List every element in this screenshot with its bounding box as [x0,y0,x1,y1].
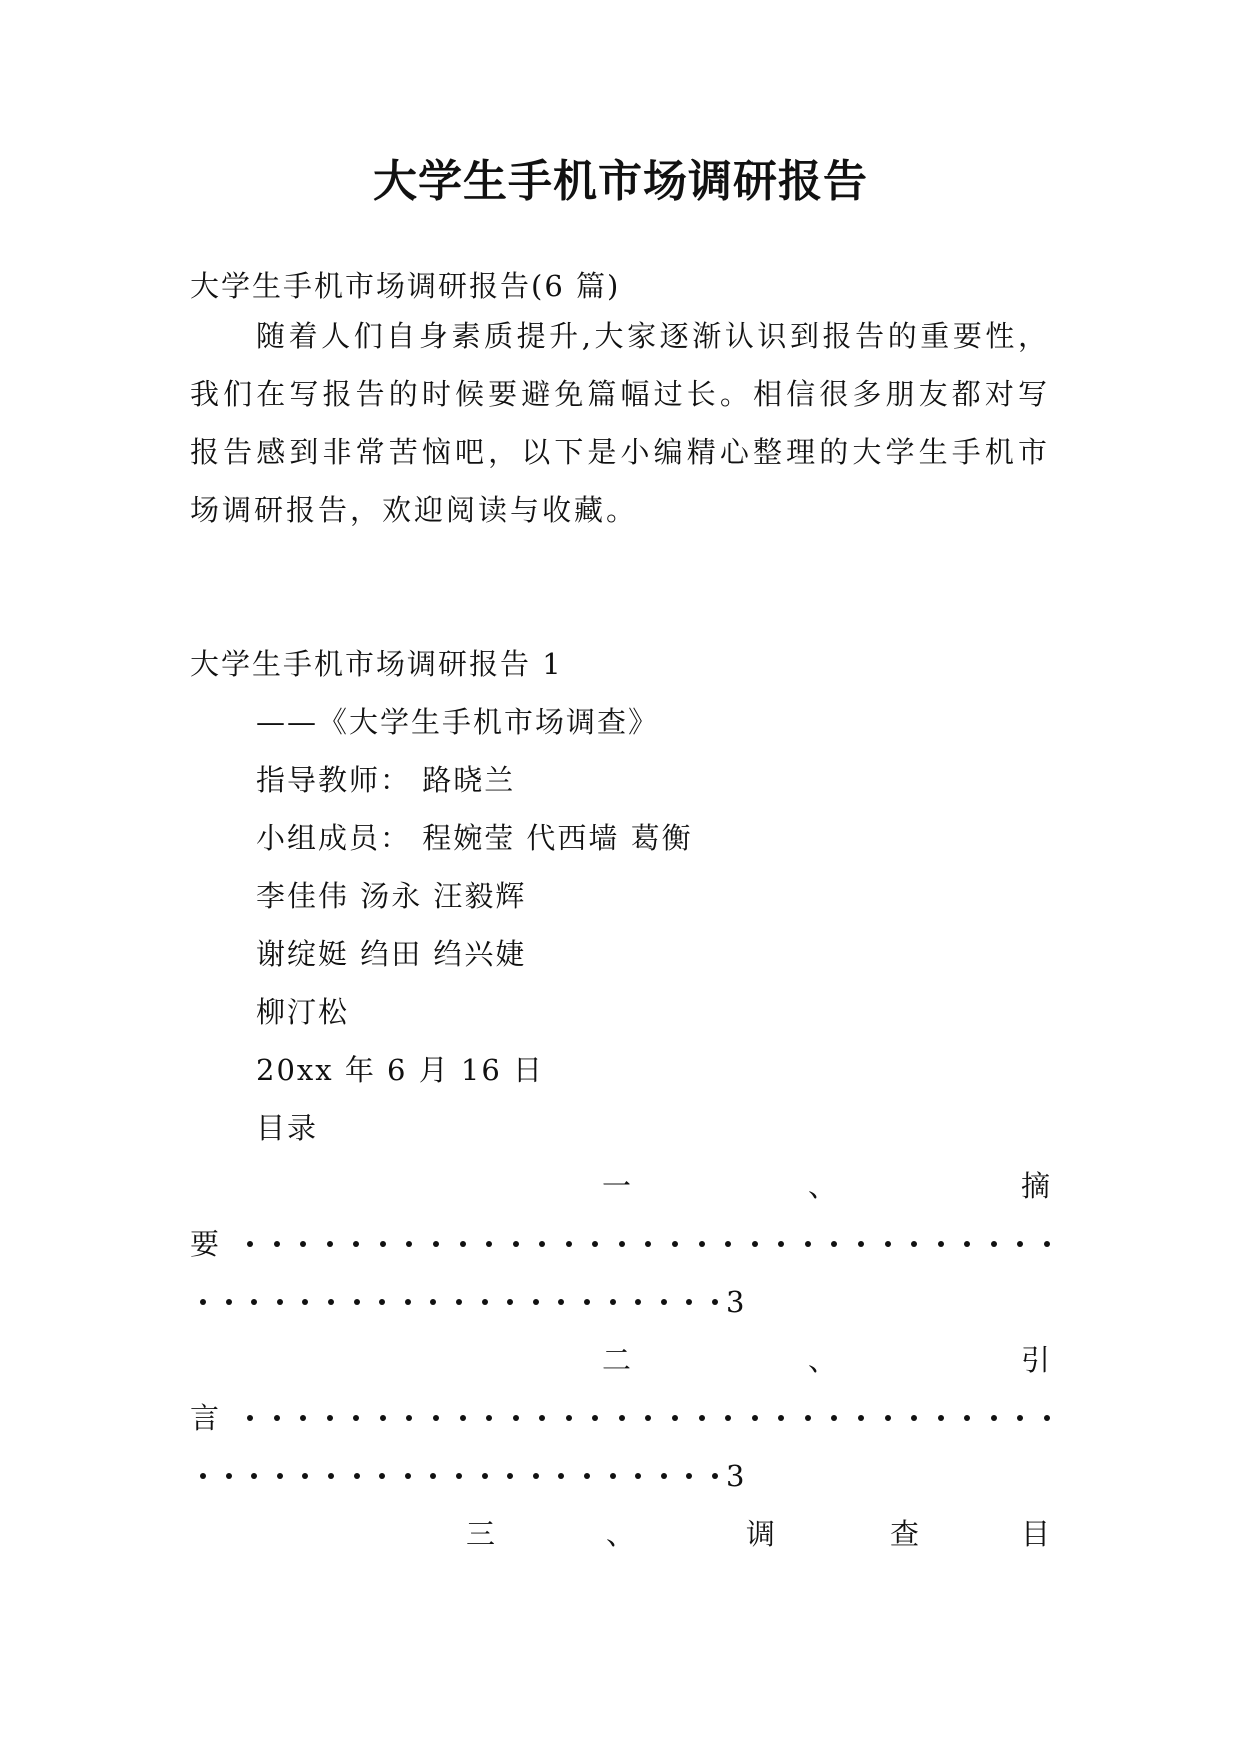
leader-dot [712,1473,718,1479]
leader-dot [672,1241,678,1247]
members-line-1: 小组成员： 程婉莹 代西墙 葛衡 [256,821,693,855]
leader-dot [405,1473,411,1479]
advisor-line: 指导教师： 路晓兰 [256,763,516,797]
toc-entry-char-3: 目 [1020,1517,1050,1551]
leader-dot [725,1415,731,1421]
toc-entry-num: 一 [602,1169,632,1203]
leader-dot [507,1299,513,1305]
leader-dot [353,1415,359,1421]
report-date: 20xx 年 6 月 16 日 [256,1053,545,1087]
report-title: ——《大学生手机市场调查》 [256,705,660,739]
toc-entry-head-char: 引 [1020,1343,1050,1377]
leader-dot [938,1415,944,1421]
toc-entry-1-tail [190,1282,1050,1322]
leader-dot [353,1241,359,1247]
leader-dot [251,1299,257,1305]
toc-entry-head-char: 摘 [1020,1169,1050,1203]
intro-paragraph: 随着人们自身素质提升,大家逐渐认识到报告的重要性，我们在写报告的时候要避免篇幅过长。相信很多朋友都对写报告感到非常苦恼吧，以下是小编精心整理的大学生手机市场调研报告，欢迎阅读与收藏。 [190,319,1050,527]
leader-dot [406,1415,412,1421]
leader-dot [379,1299,385,1305]
leader-dot [592,1241,598,1247]
leader-dot [592,1415,598,1421]
toc-entry-char-1: 调 [746,1517,776,1551]
leader-dot [513,1241,519,1247]
leader-dot [430,1473,436,1479]
toc-entry-num: 二 [602,1343,632,1377]
leader-dot [460,1241,466,1247]
toc-leader-dots [200,1299,718,1305]
leader-dot [533,1299,539,1305]
toc-entry-3-head [190,1514,1050,1554]
toc-label: 目录 [256,1111,319,1145]
leader-dot [752,1415,758,1421]
toc-entry-sep: 、 [808,1343,838,1377]
leader-dot [226,1473,232,1479]
leader-dot [938,1241,944,1247]
leader-dot [433,1415,439,1421]
leader-dot [380,1241,386,1247]
toc-entry-2-head [190,1340,1050,1380]
toc-entry-num: 三 [466,1517,496,1551]
leader-dot [277,1299,283,1305]
leader-dot [354,1473,360,1479]
toc-entry-tail-char: 言 [190,1401,220,1435]
leader-dot [456,1473,462,1479]
leader-dot [805,1241,811,1247]
leader-dot [327,1241,333,1247]
document-title: 大学生手机市场调研报告 [373,156,868,207]
leader-dot [328,1299,334,1305]
leader-dot [831,1415,837,1421]
leader-dot [686,1299,692,1305]
leader-dot [778,1415,784,1421]
leader-dot [247,1241,253,1247]
leader-dot [200,1473,206,1479]
leader-dot [712,1299,718,1305]
leader-dot [911,1415,917,1421]
leader-dot [558,1473,564,1479]
leader-dot [645,1241,651,1247]
leader-dot [566,1415,572,1421]
leader-dot [274,1241,280,1247]
toc-entry-tail-char: 要 [190,1227,220,1261]
leader-dot [584,1299,590,1305]
toc-entry-1-head [190,1166,1050,1206]
toc-entry-2-tail [190,1456,1050,1496]
leader-dot [300,1241,306,1247]
leader-dot [584,1473,590,1479]
leader-dot [805,1415,811,1421]
leader-dot [380,1415,386,1421]
leader-dot [991,1415,997,1421]
leader-dot [858,1241,864,1247]
leader-dot [558,1299,564,1305]
leader-dot [991,1241,997,1247]
toc-entry-sep: 、 [606,1517,636,1551]
leader-dot [885,1241,891,1247]
leader-dot [1017,1241,1023,1247]
leader-dot [699,1415,705,1421]
leader-dot [619,1415,625,1421]
leader-dot [661,1473,667,1479]
toc-entry-2-leader [190,1398,1050,1438]
toc-entry-1-leader [190,1224,1050,1264]
leader-dot [831,1241,837,1247]
leader-dot [328,1473,334,1479]
toc-entry-sep: 、 [808,1169,838,1203]
leader-dot [610,1473,616,1479]
toc-leader-dots [247,1415,1050,1421]
leader-dot [433,1241,439,1247]
leader-dot [635,1473,641,1479]
leader-dot [379,1473,385,1479]
leader-dot [456,1299,462,1305]
leader-dot [482,1299,488,1305]
leader-dot [405,1299,411,1305]
leader-dot [226,1299,232,1305]
leader-dot [725,1241,731,1247]
leader-dot [533,1473,539,1479]
leader-dot [672,1415,678,1421]
toc-entry-char-2: 查 [890,1517,920,1551]
leader-dot [200,1299,206,1305]
leader-dot [539,1415,545,1421]
leader-dot [251,1473,257,1479]
leader-dot [635,1299,641,1305]
leader-dot [752,1241,758,1247]
leader-dot [699,1241,705,1247]
leader-dot [513,1415,519,1421]
leader-dot [482,1473,488,1479]
leader-dot [277,1473,283,1479]
leader-dot [778,1241,784,1247]
leader-dot [486,1415,492,1421]
leader-dot [686,1473,692,1479]
leader-dot [539,1241,545,1247]
members-line-3: 谢绽娗 绉田 绉兴婕 [256,937,527,971]
leader-dot [885,1415,891,1421]
members-line-4: 柳汀松 [256,995,350,1029]
leader-dot [619,1241,625,1247]
leader-dot [406,1241,412,1247]
members-line-2: 李佳伟 汤永 汪毅辉 [256,879,527,913]
leader-dot [964,1415,970,1421]
leader-dot [1044,1415,1050,1421]
toc-page-number: 3 [726,1285,745,1319]
leader-dot [610,1299,616,1305]
leader-dot [911,1241,917,1247]
leader-dot [661,1299,667,1305]
document-subtitle: 大学生手机市场调研报告(6 篇) [190,269,621,303]
toc-page-number: 3 [726,1459,745,1493]
leader-dot [507,1473,513,1479]
leader-dot [430,1299,436,1305]
leader-dot [247,1415,253,1421]
leader-dot [327,1415,333,1421]
leader-dot [645,1415,651,1421]
toc-leader-dots [200,1473,718,1479]
leader-dot [460,1415,466,1421]
toc-leader-dots [247,1241,1050,1247]
leader-dot [1044,1241,1050,1247]
leader-dot [302,1473,308,1479]
leader-dot [964,1241,970,1247]
leader-dot [858,1415,864,1421]
leader-dot [566,1241,572,1247]
leader-dot [300,1415,306,1421]
leader-dot [274,1415,280,1421]
leader-dot [486,1241,492,1247]
leader-dot [1017,1415,1023,1421]
leader-dot [302,1299,308,1305]
section-heading: 大学生手机市场调研报告 1 [190,647,563,681]
leader-dot [354,1299,360,1305]
